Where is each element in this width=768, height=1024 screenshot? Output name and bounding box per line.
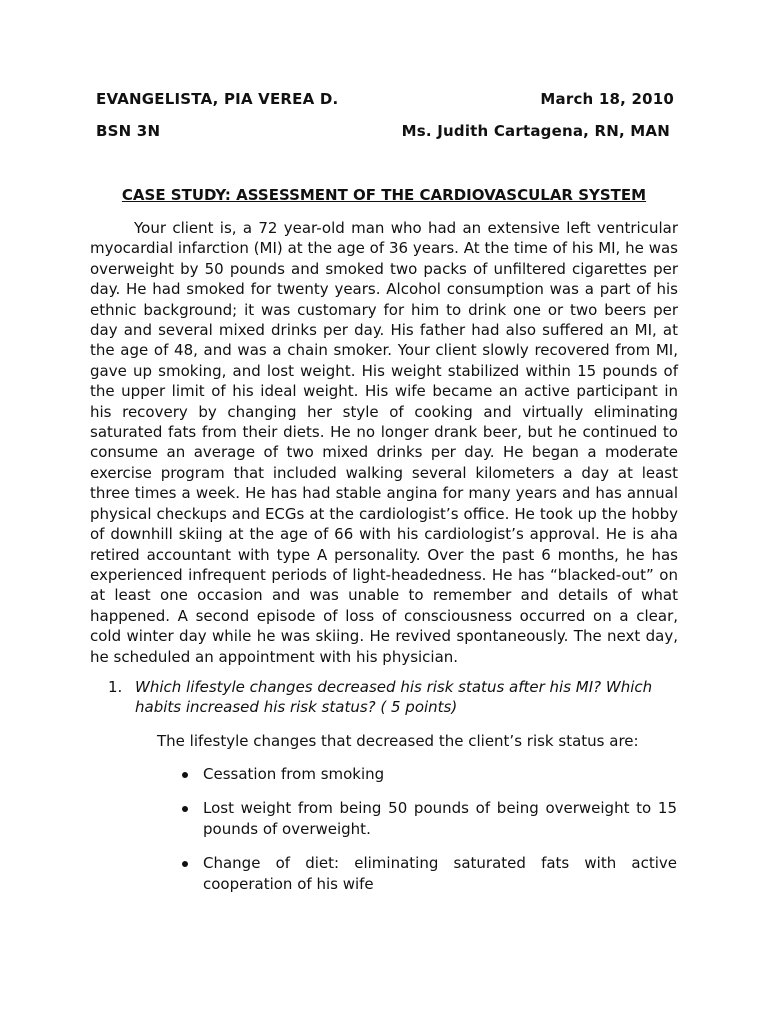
- bullet-icon: [182, 806, 188, 812]
- question-1: [108, 677, 683, 718]
- student-name: EVANGELISTA, PIA VEREA D.: [96, 90, 339, 108]
- list-item-text: Change of diet: eliminating saturated fats with active cooperation of his wife: [203, 854, 677, 893]
- bullet-icon: [182, 772, 188, 778]
- bullet-icon: [182, 861, 188, 867]
- answer-bullet-list: [180, 764, 677, 908]
- list-item: [180, 764, 677, 784]
- list-item-text: Lost weight from being 50 pounds of being overweight to 15 pounds of overweight.: [203, 799, 677, 838]
- list-item-text: Cessation from smoking: [203, 765, 385, 783]
- section-label: BSN 3N: [96, 122, 161, 140]
- question-text: Which lifestyle changes decreased his risk status after his MI? Which habits increased his risk status? ( 5 points): [135, 678, 653, 717]
- document-date: March 18, 2010: [540, 90, 674, 108]
- list-item: [180, 853, 677, 894]
- list-item: [180, 798, 677, 839]
- answer-intro: The lifestyle changes that decreased the client’s risk status are:: [157, 732, 639, 750]
- case-study-paragraph: Your client is, a 72 year-old man who had an extensive left ventricular myocardial infarction (MI) at the age of 36 years. At the time of his MI, he was overweight by 50 pounds and smoked two packs of unfiltered cigarettes per day. He had smoked for twenty years. Alcohol consumption was a part of his ethnic background; it was customary for him to drink one or two beers per day and several mixed drinks per day. His father had also suffered an MI, at the age of 48, and was a chain smoker. Your client slowly recovered from MI, gave up smoking, and lost weight. His weight stabilized within 15 pounds of the upper limit of his ideal weight. His wife became an active participant in his recovery by changing her style of cooking and virtually eliminating saturated fats from their diets. He no longer drank beer, but he continued to consume an average of two mixed drinks per day. He began a moderate exercise program that included walking several kilometers a day at least three times a week. He has had stable angina for many years and has annual physical checkups and ECGs at the cardiologist’s office. He took up the hobby of downhill skiing at the age of 66 with his cardiologist’s approval. He is aha retired accountant with type A personality. Over the past 6 months, he has experienced infrequent periods of light-headedness. He has “blacked-out” on at least one occasion and was unable to remember and details of what happened. A second episode of loss of consciousness occurred on a clear, cold winter day while he was skiing. He revived spontaneously. The next day, he scheduled an appointment with his physician.: [90, 219, 678, 666]
- page-title: CASE STUDY: ASSESSMENT OF THE CARDIOVASCULAR SYSTEM: [121, 186, 647, 204]
- question-number: 1.: [108, 678, 123, 696]
- instructor-name: Ms. Judith Cartagena, RN, MAN: [401, 122, 670, 140]
